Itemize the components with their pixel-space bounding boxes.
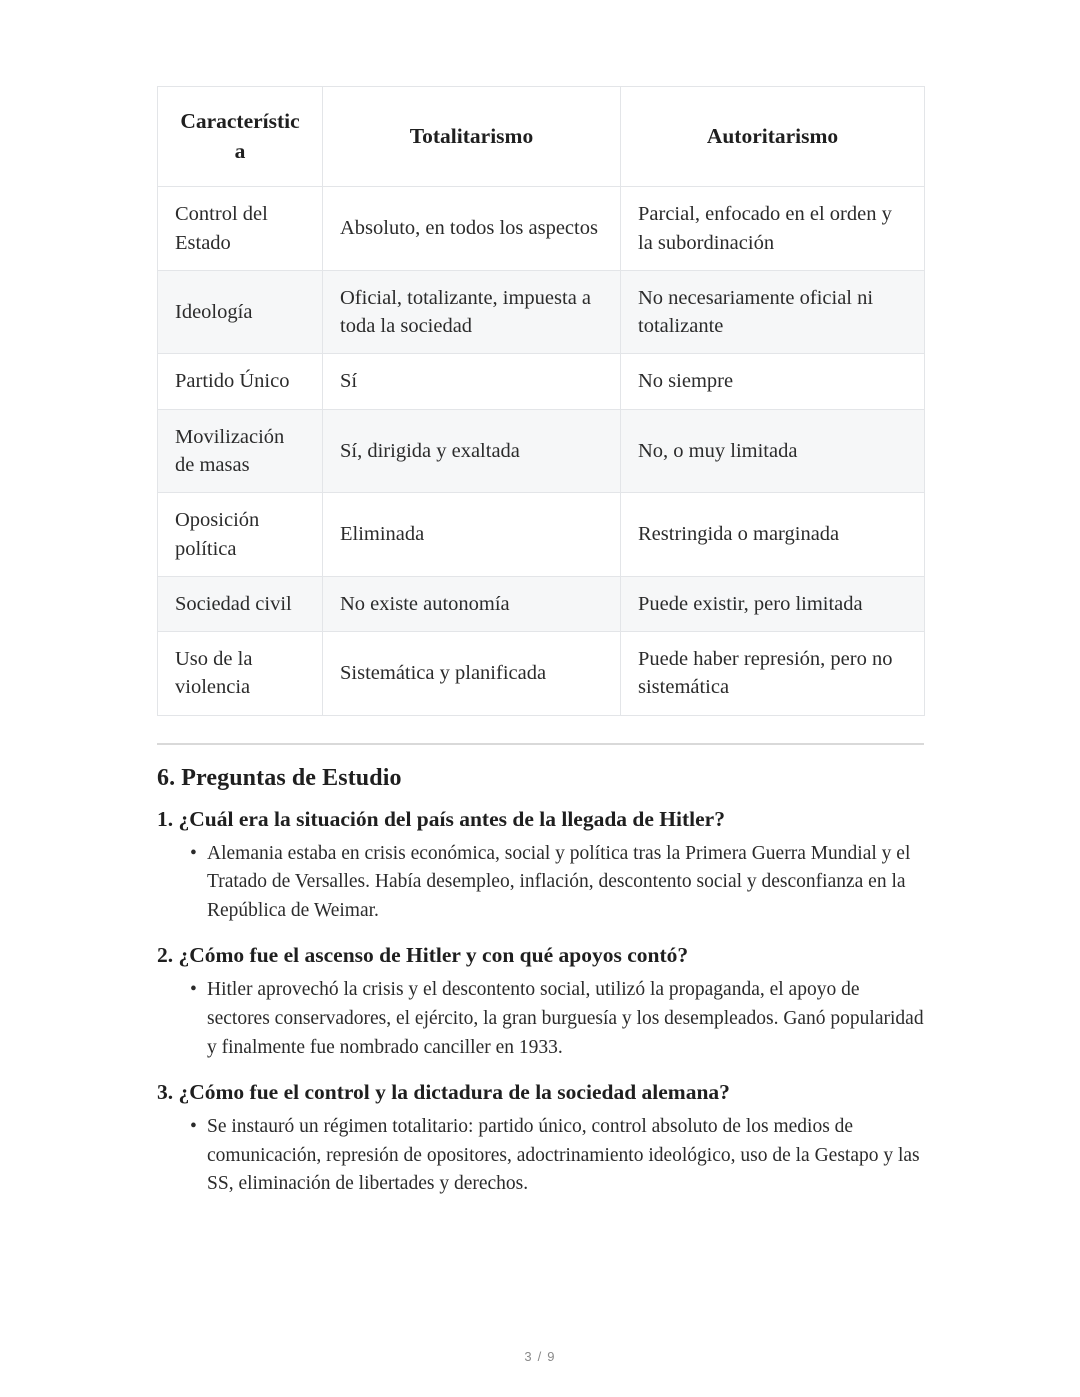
cell-autoritarismo: Restringida o marginada (621, 493, 925, 577)
answer-list (157, 976, 924, 1063)
cell-feature: Movilización de masas (158, 409, 323, 493)
list-item (157, 1113, 924, 1200)
answer-list (157, 840, 924, 927)
table-row (158, 187, 925, 271)
table-row (158, 409, 925, 493)
column-header-autoritarismo: Autoritarismo (621, 87, 925, 187)
cell-autoritarismo: No necesariamente oficial ni totalizante (621, 270, 925, 354)
cell-feature: Oposición política (158, 493, 323, 577)
cell-totalitarismo: Eliminada (323, 493, 621, 577)
bullet-icon: • (190, 979, 197, 1001)
question-block-1 (157, 806, 924, 927)
answer-list (157, 1113, 924, 1200)
cell-autoritarismo: Puede existir, pero limitada (621, 576, 925, 631)
question-heading: 1. ¿Cuál era la situación del país antes de la llegada de Hitler? (157, 806, 725, 831)
question-heading: 3. ¿Cómo fue el control y la dictadura de la sociedad alemana? (157, 1079, 730, 1104)
column-header-caracteristica: Característica (158, 87, 323, 187)
cell-autoritarismo: Parcial, enfocado en el orden y la subordinación (621, 187, 925, 271)
cell-totalitarismo: Sí, dirigida y exaltada (323, 409, 621, 493)
cell-totalitarismo: Sí (323, 354, 621, 409)
cell-feature: Control del Estado (158, 187, 323, 271)
list-item (157, 976, 924, 1063)
question-block-3 (157, 1079, 924, 1200)
cell-totalitarismo: Oficial, totalizante, impuesta a toda la sociedad (323, 270, 621, 354)
section-title: 6. Preguntas de Estudio (157, 764, 402, 791)
table-header (158, 87, 925, 187)
cell-totalitarismo: Absoluto, en todos los aspectos (323, 187, 621, 271)
table-header-row (158, 87, 925, 187)
question-block-2 (157, 942, 924, 1063)
cell-totalitarismo: Sistemática y planificada (323, 632, 621, 716)
page-content (157, 86, 924, 1199)
answer-text: Hitler aprovechó la crisis y el descontento social, utilizó la propaganda, el apoyo de sectores conservadores, el ejército, la gran burguesía y los desempleados. Ganó popularidad y finalmente fue nombrado canciller en 1933. (207, 979, 924, 1058)
table-row (158, 576, 925, 631)
cell-totalitarismo: No existe autonomía (323, 576, 621, 631)
section-divider (157, 743, 924, 745)
comparison-table (157, 86, 925, 716)
table-row (158, 270, 925, 354)
answer-text: Alemania estaba en crisis económica, social y política tras la Primera Guerra Mundial y el Tratado de Versalles. Había desempleo, inflación, descontento social y desconfianza en la República de Weimar. (207, 842, 911, 922)
table-row (158, 354, 925, 409)
table-body (158, 187, 925, 715)
cell-feature: Partido Único (158, 354, 323, 409)
list-item (157, 840, 924, 927)
cell-feature: Uso de la violencia (158, 632, 323, 716)
bullet-icon: • (190, 1115, 197, 1137)
answer-text: Se instauró un régimen totalitario: partido único, control absoluto de los medios de comunicación, represión de opositores, adoctrinamiento ideológico, uso de la Gestapo y las SS, eliminación de libertades y derechos. (207, 1115, 920, 1195)
cell-autoritarismo: No siempre (621, 354, 925, 409)
cell-autoritarismo: Puede haber represión, pero no sistemática (621, 632, 925, 716)
cell-feature: Ideología (158, 270, 323, 354)
column-header-totalitarismo: Totalitarismo (323, 87, 621, 187)
table-row (158, 632, 925, 716)
page-number-footer: 3 / 9 (524, 1349, 556, 1364)
question-heading: 2. ¿Cómo fue el ascenso de Hitler y con qué apoyos contó? (157, 943, 689, 968)
cell-feature: Sociedad civil (158, 576, 323, 631)
bullet-icon: • (190, 842, 197, 864)
cell-autoritarismo: No, o muy limitada (621, 409, 925, 493)
table-row (158, 493, 925, 577)
